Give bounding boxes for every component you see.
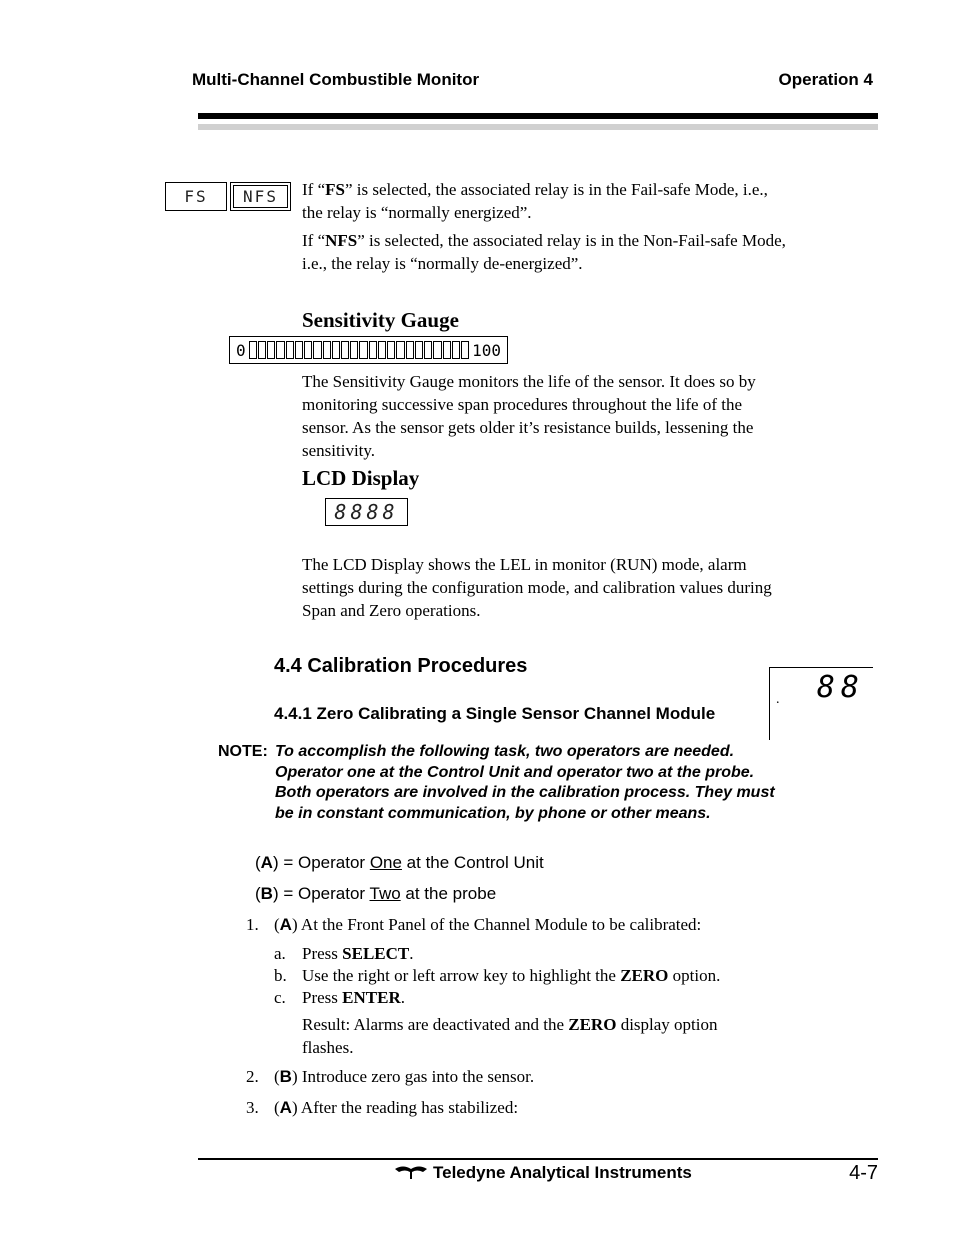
gauge-segment (267, 341, 275, 359)
result-text: Result: Alarms are deactivated and the ZERO display option flashes. (302, 1015, 718, 1057)
gauge-segment (443, 341, 451, 359)
step-number: 1. (246, 915, 259, 934)
gauge-segment (286, 341, 294, 359)
gauge-segment (276, 341, 284, 359)
gauge-segment (461, 341, 469, 359)
sensitivity-gauge-display (229, 336, 508, 364)
gauge-bar (249, 341, 469, 359)
gauge-segment (433, 341, 441, 359)
step-text: (A) At the Front Panel of the Channel Module to be calibrated: (274, 915, 702, 934)
gauge-segment (424, 341, 432, 359)
lcd-description: The LCD Display shows the LEL in monitor (RUN) mode, alarm settings during the configuration mode, and calibration values during Span and Zero operations. (302, 555, 772, 620)
nfs-term: NFS (325, 231, 358, 250)
step-number: 3. (246, 1098, 259, 1117)
nfs-display-box: NFS (230, 182, 291, 211)
lcd-display-box: 8888 (325, 498, 408, 526)
channel-display-figure (769, 667, 873, 740)
header-rule-shadow (198, 124, 878, 130)
gauge-segment (359, 341, 367, 359)
subsection-heading: 4.4.1 Zero Calibrating a Single Sensor Channel Module (274, 704, 716, 723)
gauge-segment (341, 341, 349, 359)
display-dot: . (776, 692, 780, 707)
operator-b-line: (B) = Operator Two at the probe (255, 884, 497, 903)
gauge-end-label: 100 (472, 340, 501, 360)
gauge-segment (350, 341, 358, 359)
gauge-segment (323, 341, 331, 359)
gauge-segment (332, 341, 340, 359)
gauge-segment (313, 341, 321, 359)
step-text: (B) Introduce zero gas into the sensor. (274, 1067, 535, 1086)
gauge-segment (406, 341, 414, 359)
running-header-title: Multi-Channel Combustible Monitor (192, 70, 480, 89)
substep-text: Use the right or left arrow key to highlight the ZERO option. (302, 966, 721, 985)
gauge-segment (415, 341, 423, 359)
step-number: 2. (246, 1067, 259, 1086)
teledyne-logo-icon (393, 1163, 429, 1181)
page-number: 4-7 (849, 1162, 878, 1184)
substep-text: Press SELECT. (302, 944, 414, 963)
fs-display-box: FS (165, 182, 227, 211)
gauge-segment (304, 341, 312, 359)
gauge-segment (249, 341, 257, 359)
fs-description: If “FS” is selected, the associated relay is in the Fail-safe Mode, i.e., the relay is “normally energized”. (302, 180, 768, 222)
footer-rule (198, 1158, 878, 1160)
gauge-segment (452, 341, 460, 359)
substep-label: b. (274, 966, 287, 985)
note-text: To accomplish the following task, two operators are needed. Operator one at the Control Unit and operator two at the probe. Both operators are involved in the calibration process. They must be in constant communication, by phone or other means. (275, 743, 775, 822)
substep-label: a. (274, 944, 286, 963)
substep-label: c. (274, 988, 286, 1007)
sensitivity-description: The Sensitivity Gauge monitors the life of the sensor. It does so by monitoring successive span procedures throughout the life of the sensor. As the sensor gets older it’s resistance builds, lessening the sensitivity. (302, 372, 756, 460)
note-label: NOTE: (218, 743, 268, 760)
display-digits: 88 (816, 670, 865, 705)
step-text: (A) After the reading has stabilized: (274, 1098, 519, 1117)
gauge-segment (258, 341, 266, 359)
gauge-segment (396, 341, 404, 359)
footer-company: Teledyne Analytical Instruments (433, 1163, 692, 1182)
running-header-section: Operation 4 (778, 70, 873, 89)
lcd-display-heading: LCD Display (302, 466, 420, 490)
fs-term: FS (325, 180, 345, 199)
gauge-start-label: 0 (236, 340, 246, 360)
operator-a-line: (A) = Operator One at the Control Unit (255, 853, 544, 872)
gauge-segment (295, 341, 303, 359)
substep-text: Press ENTER. (302, 988, 405, 1007)
gauge-segment (387, 341, 395, 359)
gauge-segment (378, 341, 386, 359)
nfs-description: If “NFS” is selected, the associated relay is in the Non-Fail-safe Mode, i.e., the relay is “normally de-energized”. (302, 231, 786, 273)
gauge-segment (369, 341, 377, 359)
sensitivity-gauge-heading: Sensitivity Gauge (302, 308, 459, 332)
section-heading: 4.4 Calibration Procedures (274, 655, 528, 677)
header-rule (198, 113, 878, 119)
